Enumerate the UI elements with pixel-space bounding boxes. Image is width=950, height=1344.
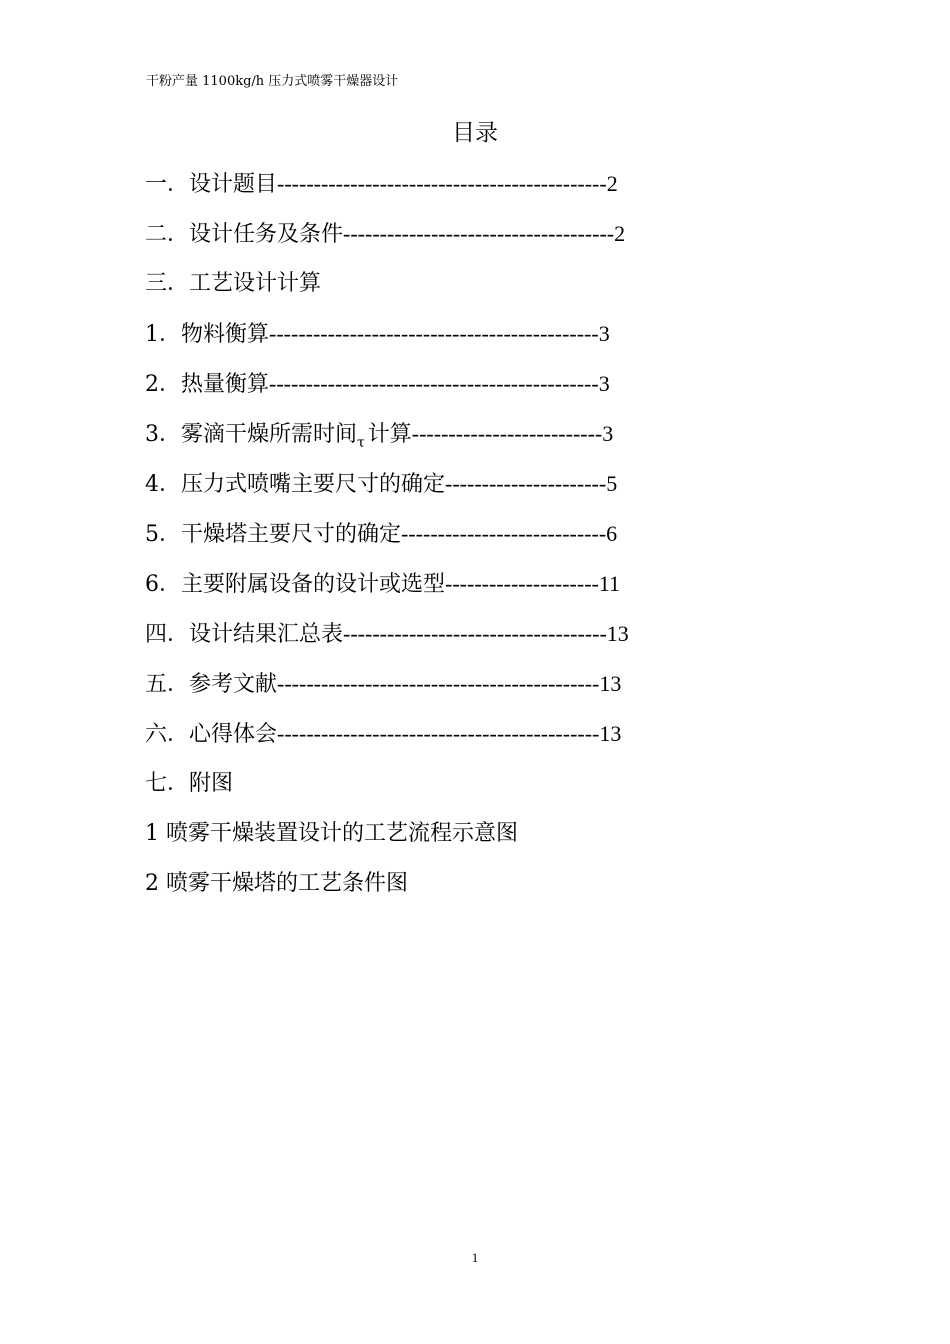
toc-leader: ------------------------------------- bbox=[343, 221, 615, 246]
toc-leader: --------------------------------------------- bbox=[269, 371, 599, 396]
toc-entry[interactable] bbox=[145, 166, 765, 216]
toc-leader: --------------------- bbox=[445, 571, 599, 596]
toc-text: 设计题目 bbox=[189, 172, 278, 197]
toc-entry[interactable] bbox=[145, 216, 765, 266]
toc-entry[interactable] bbox=[145, 416, 765, 466]
toc-text: 雾滴干燥所需时间 bbox=[181, 422, 358, 447]
toc-number: 三． bbox=[145, 271, 190, 296]
page-number: 1 bbox=[471, 1250, 479, 1265]
toc-leader: ---------------------- bbox=[445, 471, 607, 496]
toc-number: 六． bbox=[145, 722, 190, 747]
toc-text: 干燥塔主要尺寸的确定 bbox=[181, 522, 402, 547]
toc-number: 五． bbox=[145, 672, 190, 697]
toc-number: 二． bbox=[145, 222, 190, 247]
toc-page-number: 3 bbox=[598, 321, 610, 346]
toc-entry[interactable] bbox=[145, 516, 765, 566]
toc-leader: ---------------------------- bbox=[401, 521, 607, 546]
toc-text: 物料衡算 bbox=[181, 322, 270, 347]
figure-entry[interactable]: 1 喷雾干燥装置设计的工艺流程示意图 bbox=[145, 821, 518, 846]
toc-leader: -------------------------- bbox=[411, 421, 603, 446]
figure-entry[interactable]: 2 喷雾干燥塔的工艺条件图 bbox=[145, 871, 408, 896]
toc-entry[interactable] bbox=[145, 266, 765, 316]
toc-text: 参考文献 bbox=[189, 672, 278, 697]
toc-text: 主要附属设备的设计或选型 bbox=[181, 572, 446, 597]
toc-number: 5． bbox=[145, 522, 181, 547]
toc-entry[interactable] bbox=[145, 366, 765, 416]
toc-title: 目录 bbox=[452, 120, 498, 146]
toc-number: 四． bbox=[145, 622, 190, 647]
toc-number: 七． bbox=[145, 771, 190, 796]
tau-subscript: τ bbox=[357, 435, 365, 451]
toc-entry[interactable] bbox=[145, 616, 765, 666]
page-header: 干粉产量 1100kg/h 压力式喷雾干燥器设计 bbox=[146, 74, 399, 89]
toc-text: 工艺设计计算 bbox=[189, 271, 322, 296]
toc-page-number: 6 bbox=[606, 521, 618, 546]
toc-leader: --------------------------------------------- bbox=[277, 171, 607, 196]
toc-text: 热量衡算 bbox=[181, 372, 270, 397]
toc-page-number: 3 bbox=[598, 371, 610, 396]
toc-number: 6． bbox=[145, 572, 181, 597]
toc-page-number: 3 bbox=[602, 421, 614, 446]
toc-entry[interactable] bbox=[145, 466, 765, 516]
toc-page-number: 13 bbox=[599, 671, 622, 696]
toc-leader: ------------------------------------ bbox=[343, 621, 607, 646]
toc-page-number: 2 bbox=[606, 171, 618, 196]
toc-text: 心得体会 bbox=[189, 722, 278, 747]
toc-leader: --------------------------------------------- bbox=[269, 321, 599, 346]
toc-leader: -------------------------------------------- bbox=[277, 721, 600, 746]
toc-entry[interactable] bbox=[145, 716, 765, 766]
toc-page-number: 13 bbox=[606, 621, 629, 646]
toc-page-number: 5 bbox=[606, 471, 618, 496]
toc-leader: -------------------------------------------- bbox=[277, 671, 600, 696]
toc-number: 4． bbox=[145, 472, 181, 497]
toc-number: 3． bbox=[145, 422, 181, 447]
table-of-contents bbox=[145, 166, 765, 916]
toc-text-suffix: 计算 bbox=[367, 422, 412, 447]
toc-entry[interactable] bbox=[145, 766, 765, 816]
toc-text: 设计任务及条件 bbox=[189, 222, 344, 247]
toc-text: 设计结果汇总表 bbox=[189, 622, 344, 647]
toc-entry[interactable] bbox=[145, 316, 765, 366]
toc-entry[interactable] bbox=[145, 566, 765, 616]
toc-page-number: 13 bbox=[599, 721, 622, 746]
toc-number: 1． bbox=[145, 322, 181, 347]
toc-entry[interactable] bbox=[145, 666, 765, 716]
toc-text: 附图 bbox=[189, 771, 234, 796]
toc-number: 2． bbox=[145, 372, 181, 397]
toc-number: 一． bbox=[145, 172, 190, 197]
toc-page-number: 11 bbox=[598, 571, 621, 596]
toc-page-number: 2 bbox=[614, 221, 626, 246]
toc-text: 压力式喷嘴主要尺寸的确定 bbox=[181, 472, 446, 497]
